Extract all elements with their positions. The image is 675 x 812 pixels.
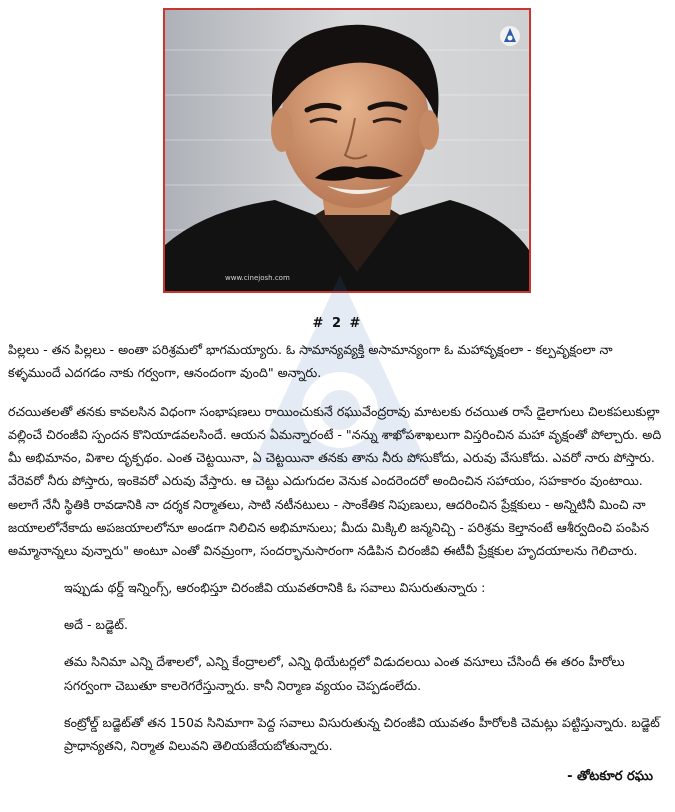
channel-logo-icon <box>500 26 520 46</box>
article-photo <box>163 8 531 293</box>
article-paragraph: రచయితలతో తనకు కావలసిన విధంగా సంభాషణలు రాయించుకునే రఘువేంద్రరావు మాటలకు రచయిత రాసే డైలాగులు చిలకపలుకుల్లా వల్లించే చిరంజీవి స్పందన కొనియాడవలసిందే. ఆయన ఏమన్నారంటే - "నన్ను శాఖోపశాఖలుగా విస్తరించిన మహా వృక్షంతో పోల్చారు. అది మీ అభిమానం, విశాల దృక్పథం. ఎంత చెట్టయినా, ఏ చెట్టయినా తనకు తాను నీరు పోసుకోదు, ఎరువు వేసుకోదు. ఎవరో నారు పోస్తారు. వేరెవరో నీరు పోస్తారు, ఇంకెవరో ఎరువు వేస్తారు. ఆ చెట్టు ఎదుగుదల వెనుక ఎందరెందరో అందించిన సహాయం, సహకారం వుంటాయి. అలాగే నేనీ స్థితికి రావడానికి నా దర్శక నిర్మాతలు, సాటి నటీనటులు - సాంకేతిక నిపుణులు, ఆదరించిన ప్రేక్షకులు - అన్నిటినీ మించి నా జయాలలోనేకాదు అపజయాలలోనూ అండగా నిలిచిన అభిమానులు; మీదు మిక్కిలి జన్మనిచ్చి - పరిశ్రమ కెల్తానంటే ఆశీర్వదించి పంపిన అమ్మానాన్నలు వున్నారు" అంటూ ఎంతో వినమ్రంగా, సందర్భానుసారంగా నడిపిన చిరంజీవి ఈటీవీ ప్రేక్షకుల హృదయాలను గెలిచారు. <box>8 403 662 559</box>
article-paragraph: ఇప్పుడు థర్డ్ ఇన్నింగ్స్, ఆరంభిస్తూ చిరంజీవి యువతరానికి ఓ సవాలు విసురుతున్నారు : <box>64 579 486 595</box>
article-paragraph: కంట్రోల్డ్ బడ్జెట్‌తో తన 150వ సినిమాగా పెద్ద సవాలు విసురుతున్న చిరంజీవి యువతం హీరోలకి చెమట్లు పట్టిస్తున్నారు. బడ్జెట్ ప్రాధాన్యతని, నిర్మాత విలువని తెలియజేయబోతున్నారు. <box>64 714 660 754</box>
article-paragraph: అదే - బడ్జెట్. <box>64 616 129 632</box>
author-byline: - తోటకూర రఘు <box>567 769 653 784</box>
article-body <box>8 338 666 757</box>
actor-portrait-illustration <box>165 10 529 291</box>
section-marker: # 2 # <box>312 316 363 331</box>
article-paragraph: తమ సినిమా ఎన్ని దేశాలలో, ఎన్ని కేంద్రాలలో, ఎన్ని థియేటర్లలో విడుదలయి ఎంత వసూలు చేసిందీ ఈ తరం హీరోలు సగర్వంగా చెబుతూ కాలరెగరేస్తున్నారు. కానీ నిర్మాణ వ్యయం చెప్పడంలేదు. <box>64 654 625 693</box>
photo-credit: www.cinejosh.com <box>225 274 290 282</box>
article-paragraph: పిల్లలు - తన పిల్లలు - అంతా పరిశ్రమలో భాగమయ్యారు. ఓ సామాన్యవ్యక్తి అసామాన్యంగా ఓ మహావృక్షంలా - కల్పవృక్షంలా నా కళ్ళముందే ఎదగడం నాకు గర్వంగా, ఆనందంగా వుంది" అన్నారు. <box>8 342 613 381</box>
